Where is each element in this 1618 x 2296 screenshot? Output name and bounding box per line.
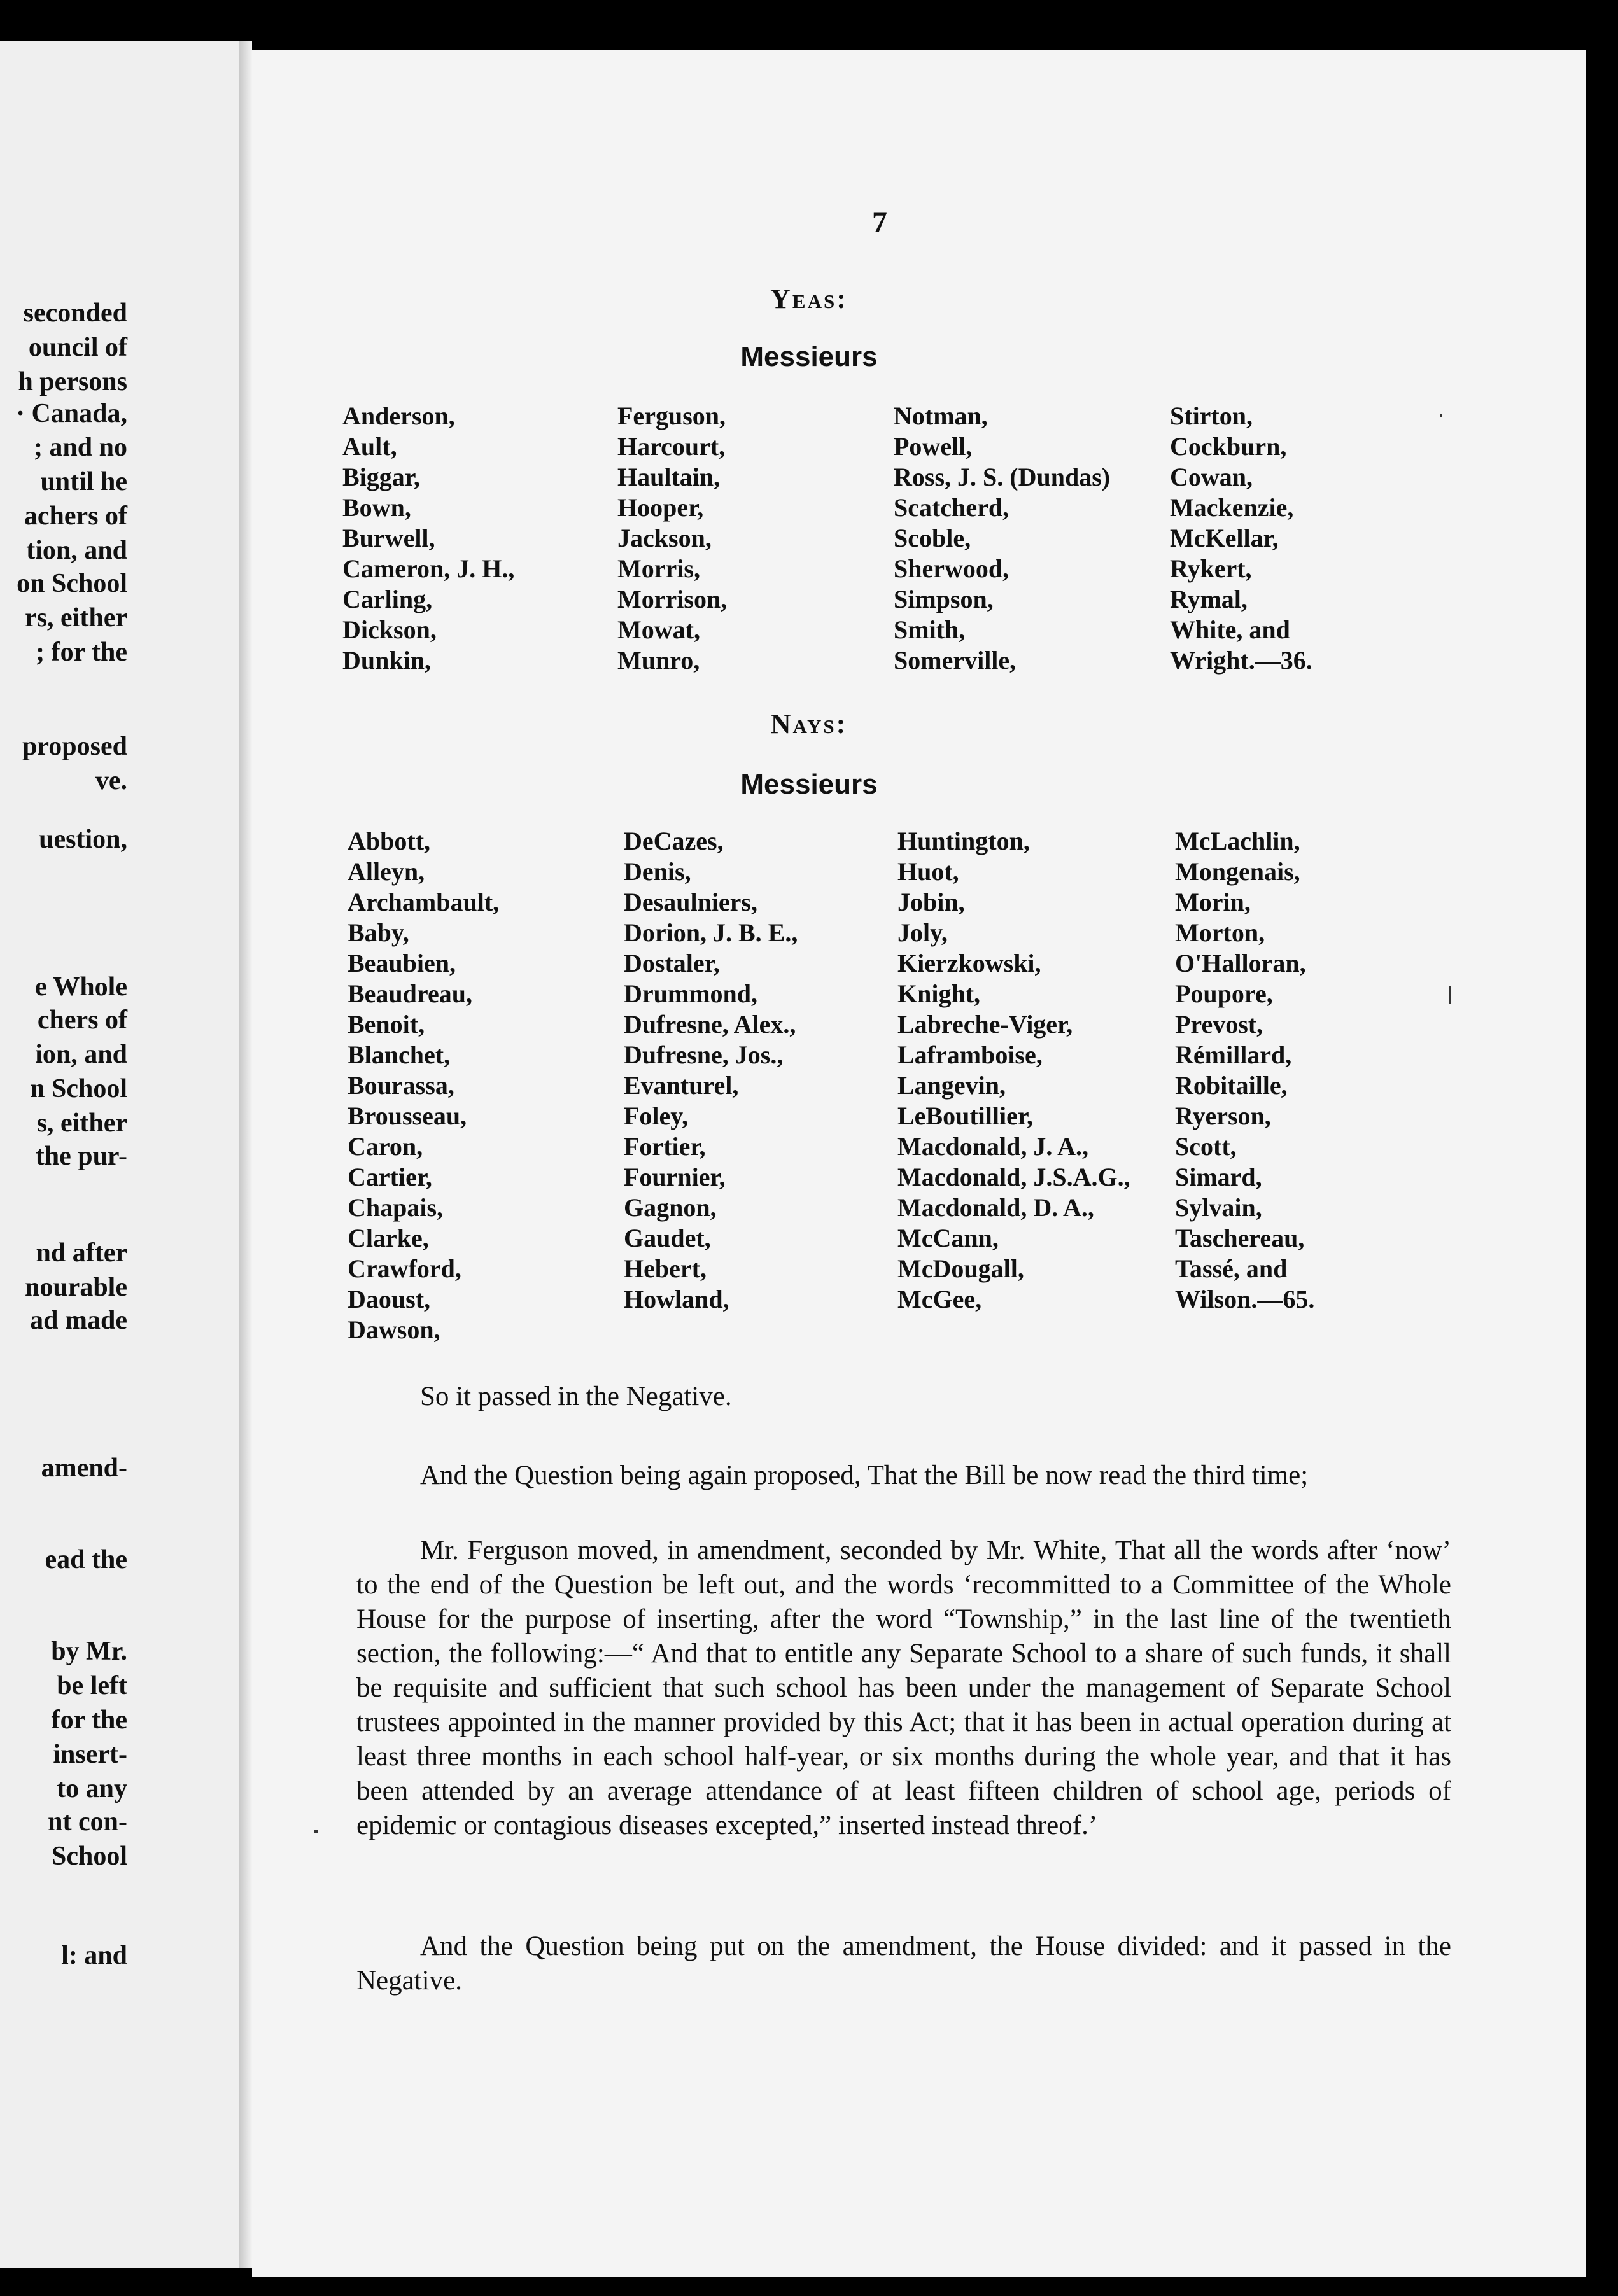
member-name: Macdonald, J.S.A.G., — [897, 1163, 1130, 1191]
member-name: Dorion, J. B. E., — [624, 918, 798, 947]
member-name: Biggar, — [342, 463, 420, 491]
page-gutter — [239, 41, 252, 2268]
fragment-line: be left — [57, 1671, 127, 1700]
member-name: Clarke, — [348, 1224, 429, 1252]
member-name: Mackenzie, — [1170, 493, 1294, 522]
member-name: Dickson, — [342, 615, 437, 644]
member-name: Jackson, — [617, 524, 712, 552]
member-name: Wright.—36. — [1170, 646, 1312, 675]
yeas-subheading: Messieurs — [740, 341, 878, 372]
member-name: Archambault, — [348, 888, 500, 916]
member-name: Mowat, — [617, 615, 700, 644]
member-name: Huot, — [897, 857, 959, 886]
member-name: Scoble, — [894, 524, 971, 552]
fragment-line: l: and — [61, 1941, 127, 1970]
member-name: Dawson, — [348, 1315, 440, 1344]
member-name: Morton, — [1175, 918, 1265, 947]
fragment-line: nourable — [24, 1273, 127, 1302]
fragment-line: · Canada, — [15, 399, 127, 428]
member-name: Sylvain, — [1175, 1193, 1262, 1222]
member-name: Stirton, — [1170, 402, 1253, 430]
nays-column-2 — [624, 826, 798, 1315]
fragment-line: for the — [51, 1705, 127, 1735]
member-name: Brousseau, — [348, 1102, 467, 1130]
member-name: Harcourt, — [617, 432, 726, 461]
fragment-line: chers of — [37, 1005, 127, 1035]
member-name: Desaulniers, — [624, 888, 757, 916]
member-name: Benoit, — [348, 1010, 425, 1039]
member-name: White, and — [1170, 615, 1290, 644]
member-name: Robitaille, — [1175, 1071, 1288, 1100]
nays-column-1 — [348, 826, 499, 1345]
nays-column-4 — [1175, 826, 1314, 1315]
yeas-column-4 — [1170, 401, 1312, 676]
member-name: McLachlin, — [1175, 827, 1300, 855]
fragment-line: ad made — [30, 1306, 127, 1335]
member-name: Carling, — [342, 585, 433, 613]
member-name: Abbott, — [348, 827, 431, 855]
fragment-line: ouncil of — [28, 333, 127, 362]
member-name: Macdonald, J. A., — [897, 1132, 1089, 1161]
fragment-line: ; and no — [33, 433, 127, 462]
fragment-line: n School — [30, 1074, 127, 1103]
question-paragraph: And the Question being again proposed, That the Bill be now read the third time; — [420, 1460, 1309, 1490]
member-name: Dufresne, Jos., — [624, 1040, 784, 1069]
member-name: Drummond, — [624, 979, 758, 1008]
member-name: Anderson, — [342, 402, 455, 430]
member-name: Cartier, — [348, 1163, 432, 1191]
member-name: Laframboise, — [897, 1040, 1043, 1069]
fragment-line: proposed — [22, 732, 127, 761]
member-name: Scott, — [1175, 1132, 1237, 1161]
member-name: Blanchet, — [348, 1040, 451, 1069]
member-name: Ault, — [342, 432, 397, 461]
member-name: Ferguson, — [617, 402, 726, 430]
yeas-column-1 — [342, 401, 514, 676]
member-name: Knight, — [897, 979, 981, 1008]
member-name: Prevost, — [1175, 1010, 1263, 1039]
yeas-column-2 — [617, 401, 727, 676]
member-name: Haultain, — [617, 463, 721, 491]
member-name: Hooper, — [617, 493, 704, 522]
fragment-line: uestion, — [39, 825, 127, 854]
member-name: Caron, — [348, 1132, 423, 1161]
page-number: 7 — [872, 206, 887, 239]
scan-speck — [1449, 986, 1451, 1004]
member-name: Rykert, — [1170, 554, 1252, 583]
result-paragraph: So it passed in the Negative. — [420, 1382, 732, 1411]
member-name: Powell, — [894, 432, 973, 461]
member-name: DeCazes, — [624, 827, 724, 855]
fragment-line: rs, either — [25, 603, 127, 633]
fragment-line: amend- — [41, 1453, 127, 1483]
member-name: Simard, — [1175, 1163, 1262, 1191]
fragment-line: s, either — [36, 1109, 127, 1138]
fragment-line: achers of — [24, 501, 127, 531]
member-name: O'Halloran, — [1175, 949, 1306, 977]
member-name: Morris, — [617, 554, 700, 583]
amendment-paragraph: Mr. Ferguson moved, in amendment, seconded by Mr. White, That all the words after ‘now’ to the end of the Question be left out, and the words ‘recommitted to a Committee of the Whole House for the purpose of inserting, after the word “Township,” in the last line of the twentieth section, the following:—“ And that to entitle any Separate School to a share of such funds, it shall be requisite and sufficient that such school has been under the management of Separate School trustees appointed in the manner provided by this Act; that it has been in actual operation during at least three months in each school half-year, or six months during the whole year, and that it has been attended by an average attendance of at least fifteen children of school age, periods of epidemic or contagious diseases excepted,” inserted instead threof.’ — [356, 1536, 1451, 1840]
member-name: Wilson.—65. — [1175, 1285, 1315, 1313]
fragment-line: ead the — [45, 1545, 127, 1574]
member-name: Morin, — [1175, 888, 1251, 916]
fragment-line: h persons — [18, 367, 127, 396]
member-name: Baby, — [348, 918, 409, 947]
nays-heading: Nays: — [770, 708, 848, 739]
member-name: Munro, — [617, 646, 700, 675]
member-name: Bown, — [342, 493, 411, 522]
member-name: Sherwood, — [894, 554, 1009, 583]
member-name: Crawford, — [348, 1254, 461, 1283]
nays-subheading: Messieurs — [740, 769, 878, 800]
scan-speck — [1440, 414, 1442, 417]
member-name: Jobin, — [897, 888, 965, 916]
member-name: Dunkin, — [342, 646, 431, 675]
member-name: Chapais, — [348, 1193, 444, 1222]
member-name: LeBoutillier, — [897, 1102, 1033, 1130]
member-name: Langevin, — [897, 1071, 1006, 1100]
member-name: Cockburn, — [1170, 432, 1287, 461]
member-name: Labreche-Viger, — [897, 1010, 1073, 1039]
yeas-column-3 — [894, 401, 1110, 676]
member-name: Fournier, — [624, 1163, 726, 1191]
member-name: Alleyn, — [348, 857, 425, 886]
member-name: Scatcherd, — [894, 493, 1009, 522]
member-name: Hebert, — [624, 1254, 707, 1283]
fragment-line: the pur- — [35, 1142, 127, 1171]
member-name: Tassé, and — [1175, 1254, 1288, 1283]
member-name: Ryerson, — [1175, 1102, 1271, 1130]
member-name: Poupore, — [1175, 979, 1273, 1008]
member-name: Denis, — [624, 857, 691, 886]
member-name: McCann, — [897, 1224, 999, 1252]
nays-column-3 — [897, 826, 1130, 1315]
fragment-line: by Mr. — [51, 1637, 127, 1666]
member-name: Daoust, — [348, 1285, 431, 1313]
member-name: Gagnon, — [624, 1193, 717, 1222]
fragment-line: ion, and — [35, 1040, 127, 1069]
member-name: McDougall, — [897, 1254, 1024, 1283]
fragment-line: nt con- — [48, 1807, 127, 1837]
member-name: McGee, — [897, 1285, 982, 1313]
member-name: McKellar, — [1170, 524, 1279, 552]
member-name: Joly, — [897, 918, 948, 947]
member-name: Dostaler, — [624, 949, 720, 977]
member-name: Gaudet, — [624, 1224, 711, 1252]
member-name: Cameron, J. H., — [342, 554, 515, 583]
member-name: Simpson, — [894, 585, 994, 613]
member-name: Howland, — [624, 1285, 729, 1313]
member-name: Smith, — [894, 615, 966, 644]
member-name: Dufresne, Alex., — [624, 1010, 796, 1039]
member-name: Beaubien, — [348, 949, 456, 977]
member-name: Burwell, — [342, 524, 435, 552]
member-name: Rémillard, — [1175, 1040, 1292, 1069]
member-name: Cowan, — [1170, 463, 1253, 491]
member-name: Fortier, — [624, 1132, 706, 1161]
member-name: Somerville, — [894, 646, 1017, 675]
yeas-heading: Yeas: — [770, 283, 848, 314]
fragment-line: ; for the — [36, 638, 127, 667]
fragment-line: ve. — [95, 766, 127, 795]
division-paragraph: And the Question being put on the amendment, the House divided: and it passed in the Negative. — [356, 1931, 1451, 1996]
fragment-line: insert- — [53, 1740, 127, 1769]
fragment-line: nd after — [36, 1238, 127, 1268]
fragment-line: until he — [40, 467, 127, 496]
member-name: Macdonald, D. A., — [897, 1193, 1094, 1222]
fragment-line: School — [51, 1842, 127, 1871]
fragment-line: to any — [57, 1774, 127, 1803]
member-name: Huntington, — [897, 827, 1030, 855]
member-name: Notman, — [894, 402, 988, 430]
fragment-line: seconded — [23, 298, 127, 328]
scan-speck — [314, 1830, 318, 1833]
fragment-line: on School — [17, 569, 127, 598]
member-name: Bourassa, — [348, 1071, 454, 1100]
member-name: Taschereau, — [1175, 1224, 1305, 1252]
member-name: Foley, — [624, 1102, 689, 1130]
member-name: Beaudreau, — [348, 979, 472, 1008]
member-name: Evanturel, — [624, 1071, 739, 1100]
member-name: Kierzkowski, — [897, 949, 1041, 977]
member-name: Morrison, — [617, 585, 728, 613]
member-name: Ross, J. S. (Dundas) — [894, 463, 1111, 491]
member-name: Rymal, — [1170, 585, 1248, 613]
fragment-line: e Whole — [34, 972, 127, 1002]
fragment-line: tion, and — [26, 536, 127, 565]
member-name: Mongenais, — [1175, 857, 1300, 886]
